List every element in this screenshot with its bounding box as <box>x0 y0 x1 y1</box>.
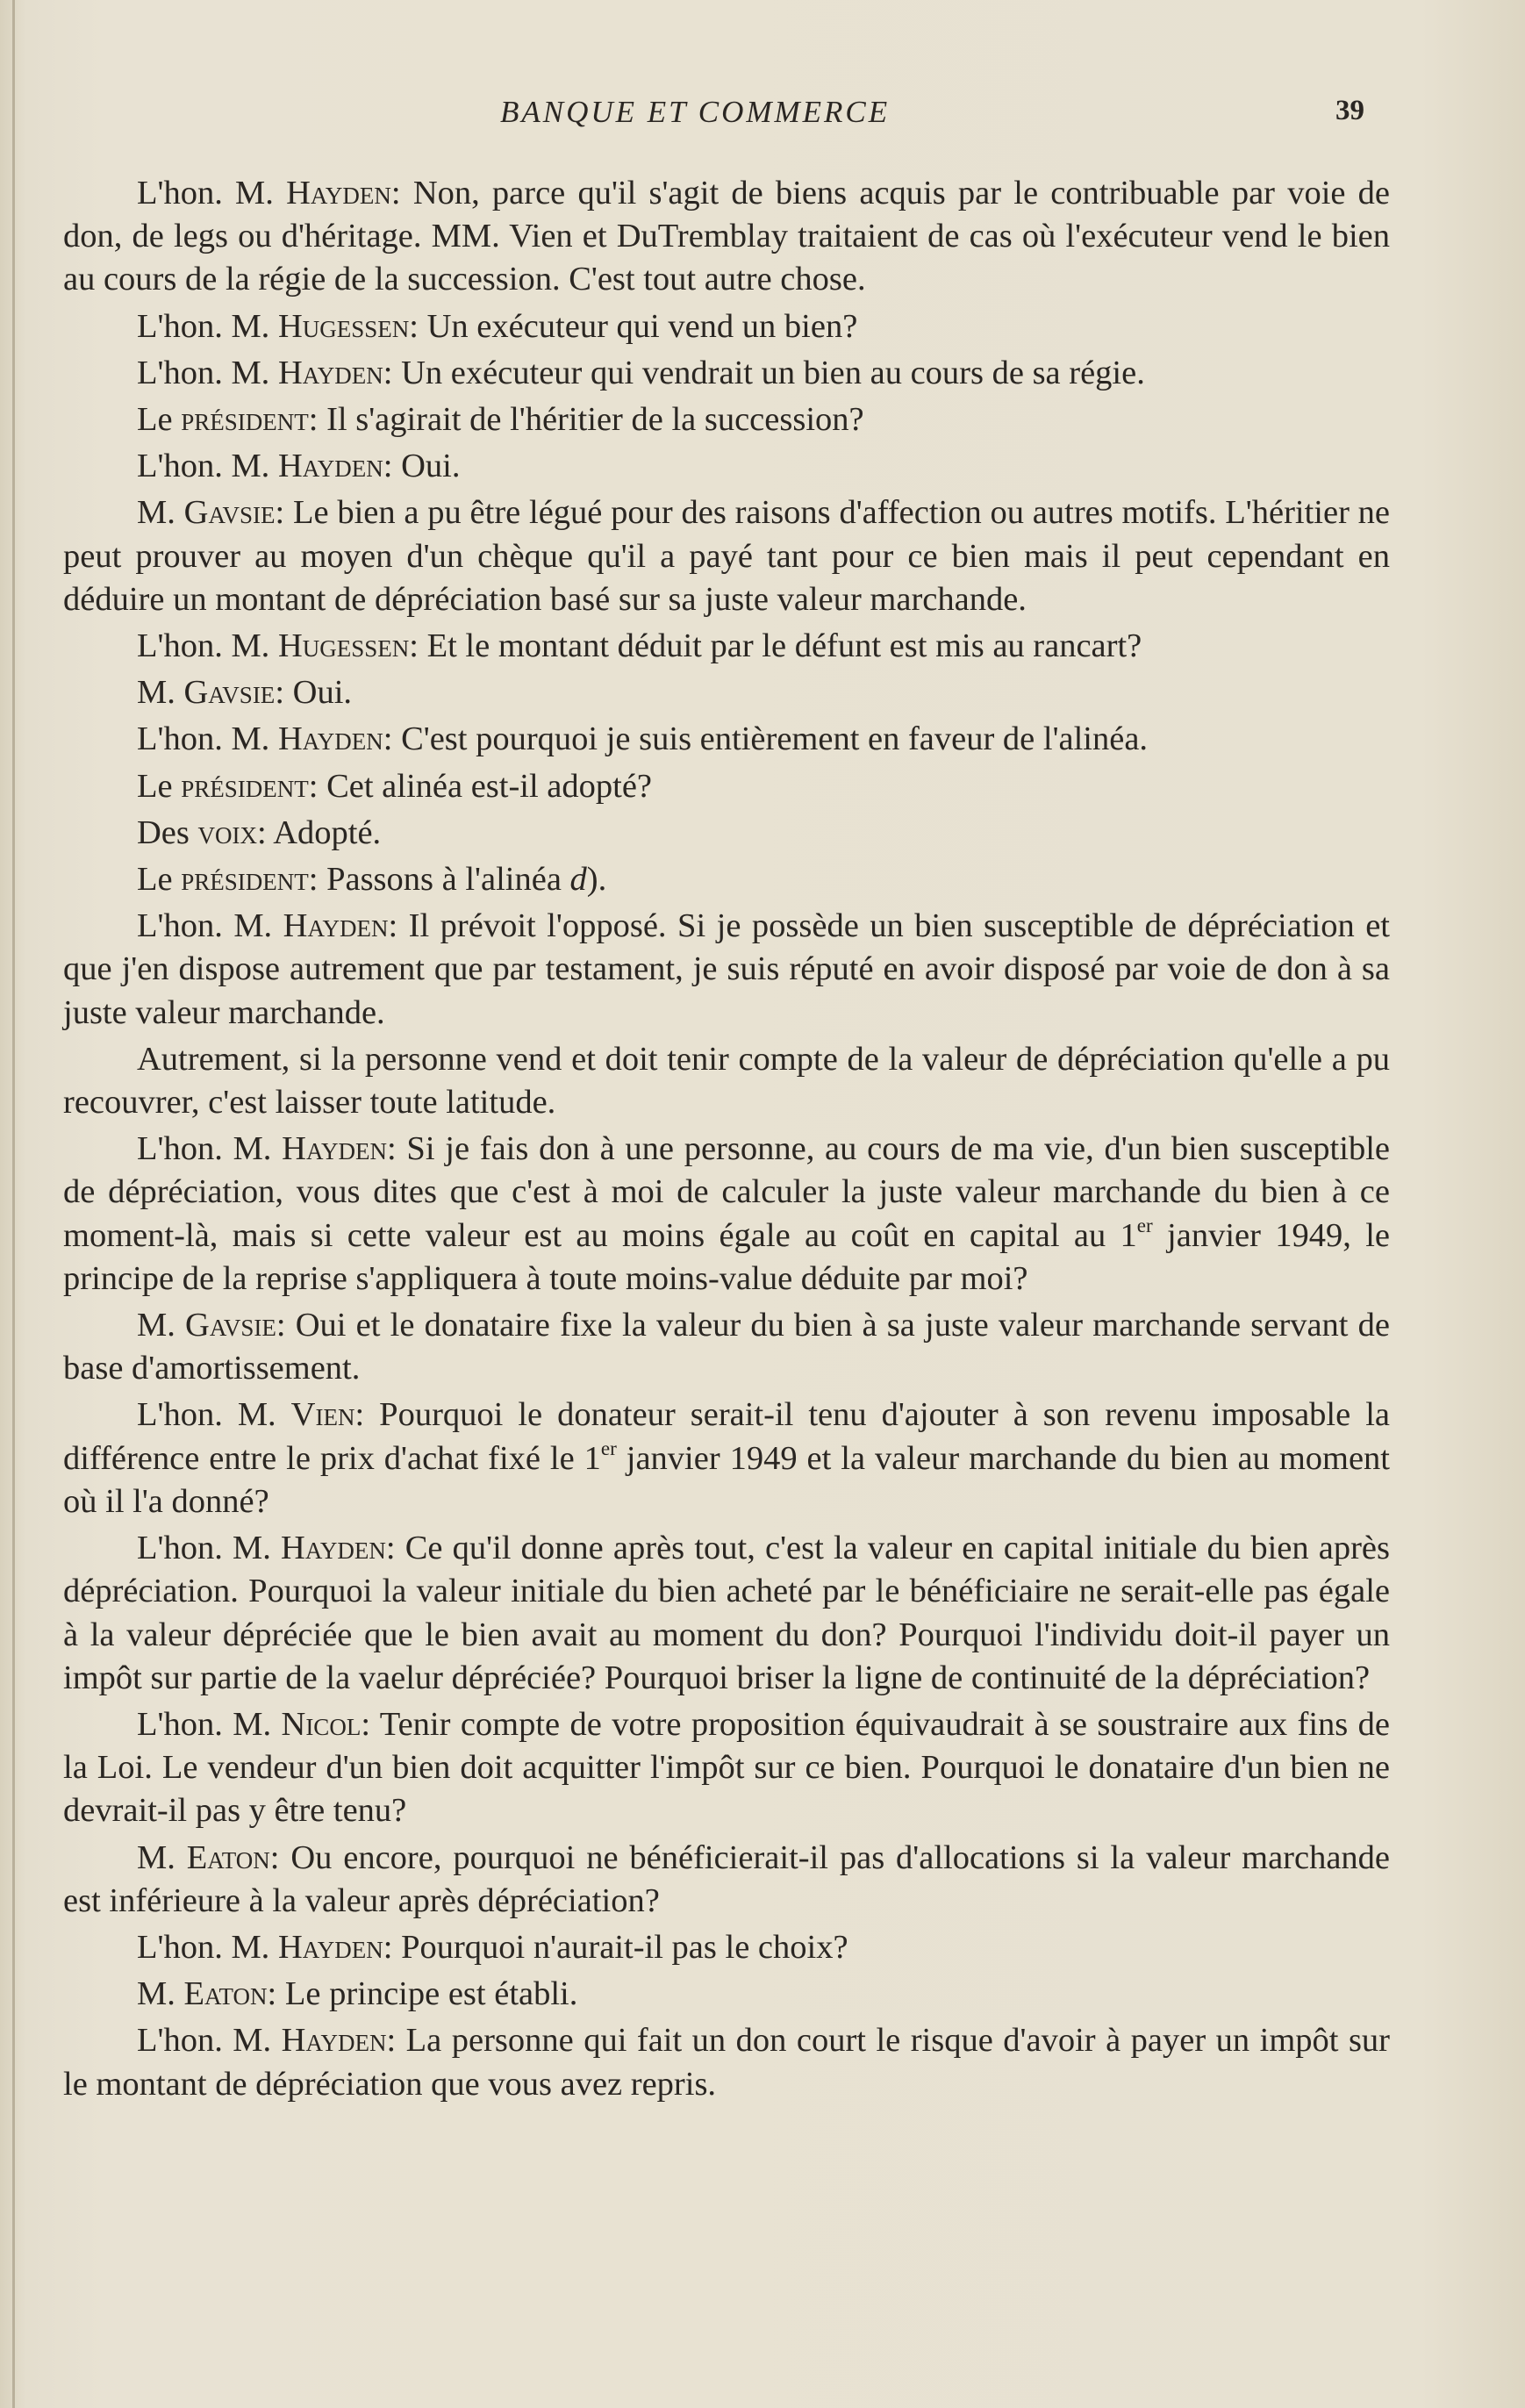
transcript-paragraph <box>63 352 1390 395</box>
page-header <box>0 95 1525 139</box>
speaker-title: L'hon. M. <box>137 1530 282 1567</box>
paragraph-text: Un exécuteur qui vendrait un bien au cours de sa régie. <box>401 354 1145 391</box>
speaker-separator: : <box>308 861 327 899</box>
paragraph-text-continued: janvier 1949, le principe de la reprise s'appliquera à toute moins-value déduite par moi? <box>63 1216 1390 1297</box>
transcript-paragraph <box>63 1527 1390 1700</box>
speaker-name: Hayden <box>286 175 391 211</box>
transcript-paragraph <box>63 305 1390 348</box>
transcript-paragraph <box>63 1837 1390 1923</box>
paragraph-text: Il s'agirait de l'héritier de la succession? <box>326 401 864 439</box>
paragraph-text: Oui. <box>401 448 461 485</box>
paragraph-text-continued: janvier 1949 et la valeur marchande du bien au moment où il l'a donné? <box>63 1439 1390 1520</box>
speaker-name: président <box>181 861 309 899</box>
speaker-separator: : <box>386 2022 406 2060</box>
speaker-name: Nicol <box>281 1705 362 1743</box>
transcript-paragraph <box>63 905 1390 1035</box>
speaker-name: président <box>181 401 309 439</box>
speaker-separator: : <box>390 175 413 211</box>
speaker-title: Le <box>137 767 182 805</box>
transcript-paragraph <box>63 172 1390 302</box>
paragraph-text: Ce qu'il donne après tout, c'est la valeur en capital initiale du bien après dépréciation. Pourquoi la valeur initiale du bien acheté par le bénéficiaire ne serait-elle pas égale à la valeur dépréciée que le bien avait au moment du don? Pourquoi l'individu doit-il payer un impôt sur partie de la vaelur dépréciée? Pourquoi briser la ligne de continuité de la dépréciation? <box>63 1530 1390 1696</box>
speaker-name: Hayden <box>283 907 389 945</box>
speaker-separator: : <box>383 720 402 758</box>
speaker-separator: : <box>276 1307 296 1344</box>
speaker-title: L'hon. M. <box>137 354 278 391</box>
speaker-separator: : <box>388 907 409 945</box>
speaker-separator: : <box>275 494 293 532</box>
transcript-paragraph <box>63 445 1390 488</box>
transcript-paragraph <box>63 1926 1390 1969</box>
paragraph-text: C'est pourquoi je suis entièrement en faveur de l'alinéa. <box>401 720 1149 758</box>
paragraph-text: Autrement, si la personne vend et doit tenir compte de la valeur de dépréciation qu'elle a pu recouvrer, c'est laisser toute latitude. <box>63 1040 1390 1122</box>
transcript-paragraph <box>63 1128 1390 1301</box>
speaker-title: M. <box>137 494 184 532</box>
paragraph-text: Un exécuteur qui vend un bien? <box>426 307 858 345</box>
paragraph-text: Non, parce qu'il s'agit de biens acquis par le contribuable par voie de don, de legs ou d'héritage. MM. Vien et DuTremblay traitaient de cas où l'exécuteur vend le bien au cours de la régie de la succession. C'est tout autre chose. <box>63 175 1391 298</box>
speaker-title: L'hon. M. <box>137 720 278 758</box>
speaker-title: L'hon. M. <box>137 175 287 211</box>
speaker-title: L'hon. M. <box>137 1396 291 1434</box>
speaker-separator: : <box>383 448 402 485</box>
speaker-name: Hayden <box>281 1530 386 1567</box>
speaker-separator: : <box>354 1396 380 1434</box>
superscript: er <box>600 1436 617 1459</box>
speaker-title: L'hon. M. <box>137 1705 282 1743</box>
speaker-name: Hayden <box>282 1130 387 1168</box>
transcript-paragraph <box>63 858 1390 901</box>
paragraph-text: Ou encore, pourquoi ne bénéficierait-il pas d'allocations si la valeur marchande est inférieure à la valeur après dépréciation? <box>63 1838 1390 1919</box>
paragraph-text: Et le montant déduit par le défunt est mis au rancart? <box>426 627 1142 665</box>
speaker-separator: : <box>269 1838 291 1876</box>
transcript-paragraph <box>63 1973 1390 2016</box>
speaker-name: Eaton <box>183 1975 268 2013</box>
transcript-paragraph <box>63 1703 1390 1833</box>
speaker-name: Hayden <box>277 720 383 758</box>
transcript-paragraph <box>63 398 1390 441</box>
paragraph-text: Passons à l'alinéa <box>326 861 570 899</box>
speaker-title: L'hon. M. <box>137 2022 282 2060</box>
speaker-separator: : <box>409 627 427 665</box>
speaker-name: Gavsie <box>183 494 276 532</box>
speaker-title: Des <box>137 813 198 851</box>
speaker-title: M. <box>137 674 184 712</box>
paragraph-text: La personne qui fait un don court le risque d'avoir à payer un impôt sur le montant de dépréciation que vous avez repris. <box>63 2022 1390 2103</box>
paragraph-text: Oui. <box>292 674 353 712</box>
speaker-separator: : <box>308 767 327 805</box>
transcript-paragraph <box>63 1394 1390 1523</box>
paragraph-text-continued: ). <box>586 861 607 899</box>
speaker-name: Eaton <box>186 1838 270 1876</box>
speaker-title: Le <box>137 861 182 899</box>
running-title: BANQUE ET COMMERCE <box>500 95 891 129</box>
speaker-separator: : <box>383 1928 402 1966</box>
speaker-separator: : <box>409 307 427 345</box>
transcript-body <box>63 172 1390 2110</box>
speaker-title: L'hon. M. <box>137 627 278 665</box>
paragraph-text: Pourquoi n'aurait-il pas le choix? <box>401 1928 848 1966</box>
speaker-separator: : <box>308 401 327 439</box>
paragraph-text: Il prévoit l'opposé. Si je possède un bien susceptible de dépréciation et que j'en dispose autrement que par testament, je suis réputé en avoir disposé par voie de don à sa juste valeur marchande. <box>63 907 1390 1031</box>
speaker-name: Hayden <box>277 448 383 485</box>
speaker-name: Hayden <box>277 1928 383 1966</box>
speaker-title: Le <box>137 401 182 439</box>
speaker-title: M. <box>137 1307 186 1344</box>
speaker-title: L'hon. M. <box>137 307 278 345</box>
speaker-name: Hayden <box>277 354 383 391</box>
speaker-name: président <box>181 767 309 805</box>
speaker-title: M. <box>137 1838 187 1876</box>
speaker-name: Hugessen <box>277 307 410 345</box>
transcript-paragraph <box>63 625 1390 668</box>
speaker-title: L'hon. M. <box>137 1928 278 1966</box>
paragraph-text: Cet alinéa est-il adopté? <box>326 767 653 805</box>
paragraph-text: Oui et le donataire fixe la valeur du bien à sa juste valeur marchande servant de base d'amortissement. <box>63 1307 1390 1387</box>
transcript-paragraph <box>63 491 1390 621</box>
transcript-paragraph <box>63 812 1390 855</box>
transcript-paragraph <box>63 1304 1390 1390</box>
paragraph-text: Si je fais don à une personne, au cours de ma vie, d'un bien susceptible de dépréciation, vous dites que c'est à moi de calculer la juste valeur marchande du bien à ce moment-là, mais si cette valeur est au moins égale au coût en capital au 1 <box>63 1130 1390 1254</box>
speaker-name: voix <box>197 813 257 851</box>
speaker-title: L'hon. M. <box>137 448 278 485</box>
paragraph-text: Tenir compte de votre proposition équivaudrait à se soustraire aux fins de la Loi. Le vendeur d'un bien doit acquitter l'impôt sur ce bien. Pourquoi le donataire d'un bien ne devrait-il pas y être tenu? <box>63 1705 1391 1830</box>
paragraph-text: Pourquoi le donateur serait-il tenu d'ajouter à son revenu imposable la différence entre le prix d'achat fixé le 1 <box>63 1396 1390 1477</box>
page-spine-edge <box>12 0 15 2408</box>
speaker-name: Hugessen <box>277 627 410 665</box>
speaker-name: Gavsie <box>183 674 276 712</box>
speaker-name: Gavsie <box>185 1307 276 1344</box>
speaker-title: L'hon. M. <box>137 907 283 945</box>
speaker-separator: : <box>275 674 293 712</box>
speaker-separator: : <box>257 813 274 851</box>
transcript-paragraph <box>63 765 1390 808</box>
italic-text: d <box>569 861 587 899</box>
page-number: 39 <box>1335 95 1364 126</box>
speaker-separator: : <box>361 1705 380 1743</box>
speaker-separator: : <box>267 1975 285 2013</box>
transcript-paragraph <box>63 718 1390 761</box>
speaker-title: M. <box>137 1975 184 2013</box>
superscript: er <box>1136 1213 1153 1236</box>
speaker-name: Hayden <box>281 2022 387 2060</box>
paragraph-text: Adopté. <box>273 813 382 851</box>
paragraph-text: Le principe est établi. <box>284 1975 578 2013</box>
transcript-paragraph <box>63 2019 1390 2105</box>
speaker-title: L'hon. M. <box>137 1130 283 1168</box>
transcript-paragraph <box>63 1038 1390 1124</box>
speaker-name: Vien <box>290 1396 355 1434</box>
speaker-separator: : <box>386 1130 407 1168</box>
speaker-separator: : <box>385 1530 405 1567</box>
transcript-paragraph <box>63 671 1390 714</box>
paragraph-text: Le bien a pu être légué pour des raisons d'affection ou autres motifs. L'héritier ne peut prouver au moyen d'un chèque qu'il a payé tant pour ce bien mais il peut cependant en déduire un montant de dépréciation basé sur sa juste valeur marchande. <box>63 494 1390 618</box>
speaker-separator: : <box>383 354 402 391</box>
